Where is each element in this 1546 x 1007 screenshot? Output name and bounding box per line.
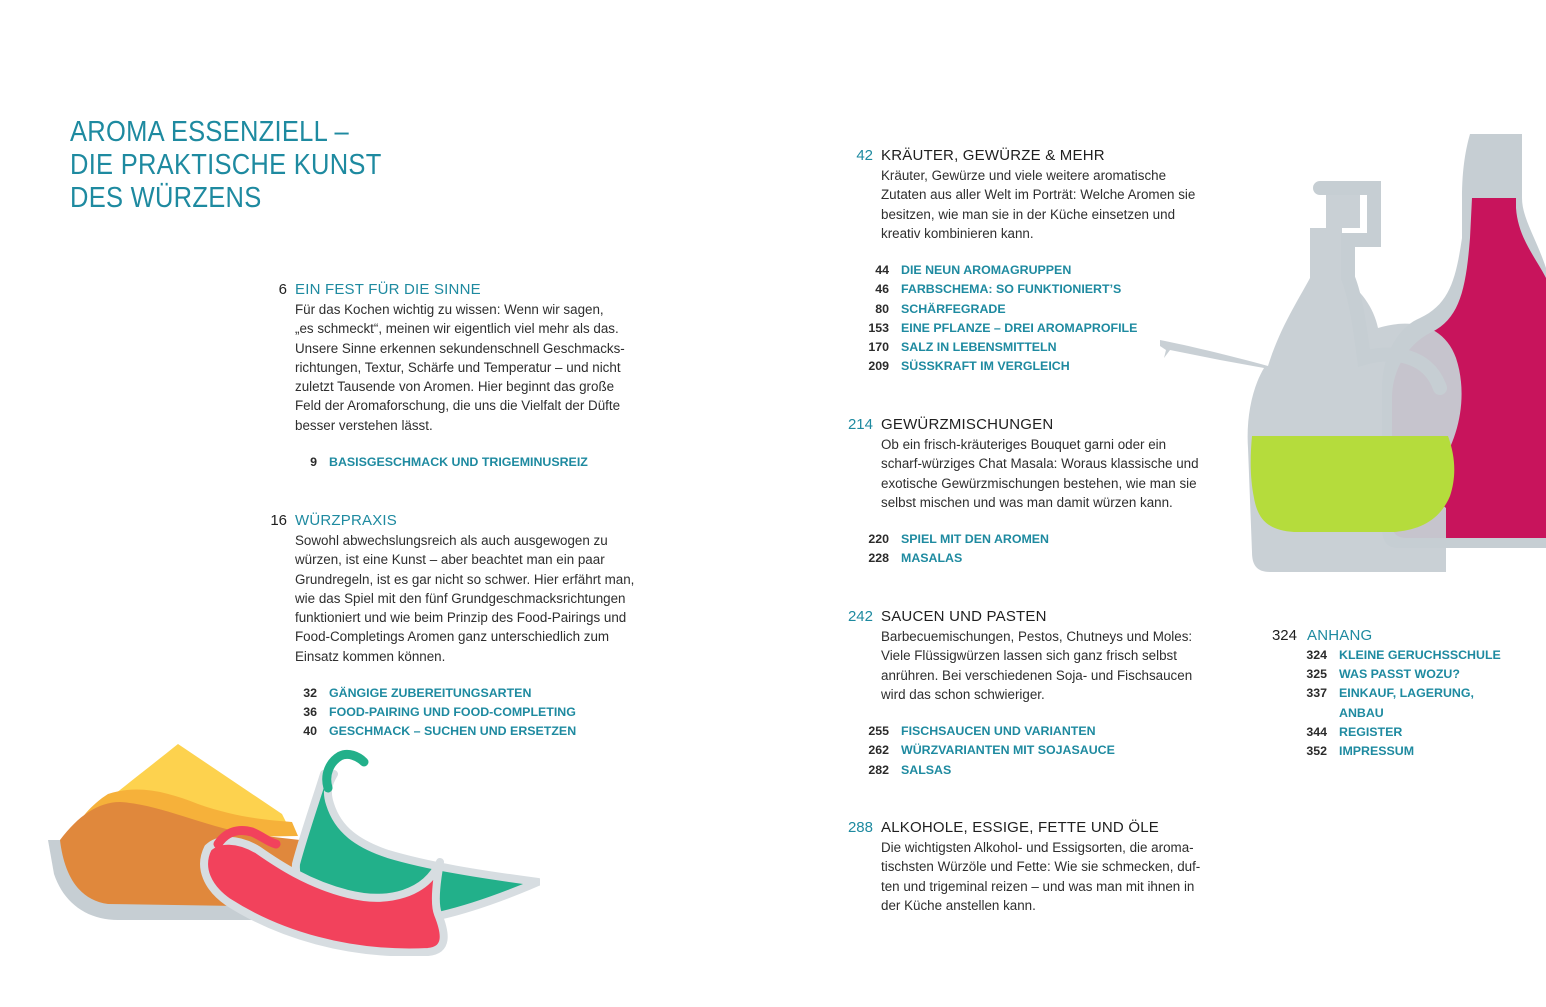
description-line: Sowohl abwechslungsreich als auch ausgewogen zu <box>295 533 608 548</box>
toc-section-wuerzpraxis <box>270 511 670 742</box>
subsection-label: KLEINE GERUCHSSCHULE <box>1339 648 1501 662</box>
section-page-number: 324 <box>1271 627 1297 644</box>
description-line: Grundregeln, ist es gar nicht so schwer. Hier erfährt man, <box>295 571 635 587</box>
subsection-list <box>856 722 1236 780</box>
section-title-link[interactable]: WÜRZPRAXIS <box>295 512 398 529</box>
section-title-link[interactable]: ANHANG <box>1307 627 1373 644</box>
subsection-page-number: 80 <box>875 301 889 316</box>
subsection-page-number: 255 <box>868 724 889 739</box>
section-title-link[interactable]: GEWÜRZMISCHUNGEN <box>881 416 1054 433</box>
section-description <box>295 531 670 666</box>
section-page-number: 6 <box>278 281 287 298</box>
subsection-list <box>856 530 1236 568</box>
subsection-page-number: 282 <box>868 762 889 777</box>
subsection-label: DIE NEUN AROMAGRUPPEN <box>901 263 1072 278</box>
subsection-page-number: 36 <box>303 705 317 720</box>
subsection-item[interactable] <box>868 530 1236 549</box>
subsection-list <box>270 684 670 742</box>
subsection-item[interactable] <box>1306 723 1522 742</box>
description-line: funktioniert und wie beim Prinzip des Food-Pairings und <box>295 610 627 626</box>
subsection-label: MASALAS <box>901 551 963 566</box>
subsection-label: WAS PASST WOZU? <box>1339 667 1460 682</box>
toc-section-anhang <box>1271 626 1522 761</box>
subsection-page-number: 337 <box>1306 686 1327 701</box>
subsection-label: SALSAS <box>901 762 952 777</box>
subsection-item[interactable] <box>306 453 670 472</box>
description-line: Unsere Sinne erkennen sekundenschnell Geschmacks- <box>295 340 625 356</box>
section-title-link[interactable]: EIN FEST FÜR DIE SINNE <box>295 281 481 298</box>
subsection-label: SÜSSKRAFT IM VERGLEICH <box>901 359 1070 374</box>
section-page-number: 42 <box>856 147 873 164</box>
toc-section-ein-fest <box>270 280 670 472</box>
subsection-label: FARBSCHEMA: SO FUNKTIONIERT’S <box>901 282 1122 297</box>
subsection-item[interactable] <box>868 549 1236 568</box>
subsection-page-number: 352 <box>1306 743 1327 758</box>
subsection-page-number: 220 <box>868 532 889 547</box>
description-line: scharf-würziges Chat Masala: Woraus klassische und <box>881 456 1199 472</box>
page-title-line: AROMA ESSENZIELL – <box>70 116 349 148</box>
section-page-number: 242 <box>847 608 873 625</box>
subsection-label: SALZ IN LEBENSMITTELN <box>901 339 1057 354</box>
page-title-line: DIE PRAKTISCHE KUNST <box>70 149 382 181</box>
description-line: besitzen, wie man sie in der Küche einsetzen und <box>881 206 1176 222</box>
description-line: anrühren. Bei verschiedenen Soja- und Fischsaucen <box>881 667 1193 683</box>
subsection-page-number: 44 <box>875 263 889 278</box>
subsection-item[interactable] <box>868 357 1236 376</box>
subsection-item[interactable] <box>303 684 670 703</box>
subsection-page-number: 40 <box>303 724 317 739</box>
description-line: kreativ kombinieren kann. <box>881 225 1034 241</box>
subsection-page-number: 324 <box>1306 648 1327 662</box>
subsection-page-number: 344 <box>1306 724 1327 739</box>
subsection-page-number: 228 <box>868 551 889 566</box>
description-line: Viele Flüssigwürzen lassen sich ganz frisch selbst <box>881 648 1177 664</box>
description-line: zuletzt Tausende von Aromen. Hier beginnt das große <box>295 379 615 395</box>
subsection-label: GESCHMACK – SUCHEN UND ERSETZEN <box>329 724 577 739</box>
subsection-label: EINKAUF, LAGERUNG, <box>1339 686 1474 701</box>
subsection-page-number: 9 <box>310 455 317 470</box>
subsection-item[interactable] <box>1306 684 1522 703</box>
section-title-link[interactable]: KRÄUTER, GEWÜRZE & MEHR <box>881 147 1105 164</box>
subsection-label: FOOD-PAIRING UND FOOD-COMPLETING <box>329 705 576 720</box>
description-line: ten und trigeminal reizen – und was man mit ihnen in <box>881 878 1195 894</box>
page-title <box>70 116 382 215</box>
subsection-label: FISCHSAUCEN UND VARIANTEN <box>901 724 1096 739</box>
section-page-number: 288 <box>847 819 873 836</box>
subsection-item[interactable] <box>875 280 1236 299</box>
subsection-item[interactable] <box>875 261 1236 280</box>
subsection-item[interactable] <box>868 319 1236 338</box>
subsection-item[interactable] <box>303 703 670 722</box>
toc-section-saucen <box>847 607 1236 780</box>
description-line: würzen, ist eine Kunst – aber beachtet man ein paar <box>295 552 605 568</box>
subsection-item[interactable] <box>868 761 1236 780</box>
description-line: wie das Spiel mit den fünf Grundgeschmacksrichtungen <box>295 590 626 606</box>
subsection-item[interactable] <box>1306 742 1522 761</box>
description-line: Für das Kochen wichtig zu wissen: Wenn wir sagen, <box>295 302 604 317</box>
subsection-page-number: 46 <box>875 282 889 297</box>
description-line: Barbecuemischungen, Pestos, Chutneys und Moles: <box>881 629 1193 644</box>
spice-bowl-chili-icon <box>48 744 540 956</box>
section-title-link[interactable]: ALKOHOLE, ESSIGE, FETTE UND ÖLE <box>881 819 1159 836</box>
description-line: Einsatz kommen können. <box>295 648 446 664</box>
subsection-label: SCHÄRFEGRADE <box>901 301 1006 316</box>
toc-section-gewuerzmischungen <box>847 415 1236 569</box>
subsection-item[interactable] <box>1306 665 1522 684</box>
subsection-label: WÜRZVARIANTEN MIT SOJASAUCE <box>901 743 1115 758</box>
subsection-list <box>270 453 670 472</box>
section-description <box>295 300 670 435</box>
description-line: tischsten Würzöle und Fette: Wie sie schmecken, duf- <box>881 859 1201 875</box>
subsection-page-number: 209 <box>868 359 889 374</box>
subsection-page-number: 262 <box>868 743 889 758</box>
subsection-item[interactable] <box>303 722 670 741</box>
subsection-item[interactable] <box>1309 704 1522 723</box>
subsection-label: REGISTER <box>1339 724 1403 739</box>
description-line: Feld der Aromaforschung, die uns die Vielfalt der Düfte <box>295 398 621 414</box>
section-page-number: 214 <box>847 416 873 433</box>
page-title-line: DES WÜRZENS <box>70 182 262 214</box>
subsection-page-number: 325 <box>1306 667 1327 682</box>
description-line: Kräuter, Gewürze und viele weitere aromatische <box>881 168 1167 183</box>
toc-section-kraeuter <box>856 146 1236 376</box>
description-line: Food-Completings Aromen ganz unterschiedlich zum <box>295 629 610 645</box>
section-title-link[interactable]: SAUCEN UND PASTEN <box>881 608 1047 625</box>
description-line: Zutaten aus aller Welt im Porträt: Welche Aromen sie <box>881 187 1196 203</box>
description-line: exotische Gewürzmischungen bestehen, wie man sie <box>881 475 1197 491</box>
section-description <box>881 435 1236 512</box>
subsection-label: GÄNGIGE ZUBEREITUNGSARTEN <box>329 686 532 701</box>
subsection-list <box>1282 646 1522 761</box>
description-line: „es schmeckt“, meinen wir eigentlich viel mehr als das. <box>295 321 619 337</box>
section-description <box>881 627 1236 704</box>
subsection-item[interactable] <box>1306 646 1522 665</box>
description-line: selbst mischen und was man damit würzen kann. <box>881 494 1173 510</box>
description-line: besser verstehen lässt. <box>295 417 433 433</box>
description-line: wird das schon schwieriger. <box>881 686 1045 702</box>
subsection-label: SPIEL MIT DEN AROMEN <box>901 532 1050 547</box>
subsection-item[interactable] <box>868 722 1236 741</box>
section-description <box>881 838 1236 915</box>
subsection-list <box>856 261 1236 376</box>
subsection-label: IMPRESSUM <box>1339 743 1415 758</box>
subsection-item[interactable] <box>868 338 1236 357</box>
subsection-page-number: 153 <box>868 320 889 335</box>
description-line: der Küche anstellen kann. <box>881 897 1036 913</box>
subsection-page-number: 32 <box>303 686 317 701</box>
description-line: Ob ein frisch-kräuteriges Bouquet garni oder ein <box>881 437 1167 452</box>
subsection-item[interactable] <box>875 300 1236 319</box>
description-line: richtungen, Textur, Schärfe und Temperatur – und nicht <box>295 359 621 375</box>
subsection-label: ANBAU <box>1339 705 1384 720</box>
subsection-label: BASISGESCHMACK UND TRIGEMINUSREIZ <box>329 455 588 470</box>
subsection-page-number: 170 <box>868 339 889 354</box>
toc-section-alkohole <box>847 818 1236 915</box>
section-page-number: 16 <box>270 512 287 529</box>
description-line: Die wichtigsten Alkohol- und Essigsorten, die aroma- <box>881 840 1194 855</box>
subsection-item[interactable] <box>868 741 1236 760</box>
subsection-label: EINE PFLANZE – DREI AROMAPROFILE <box>901 320 1138 335</box>
section-description <box>881 166 1236 243</box>
